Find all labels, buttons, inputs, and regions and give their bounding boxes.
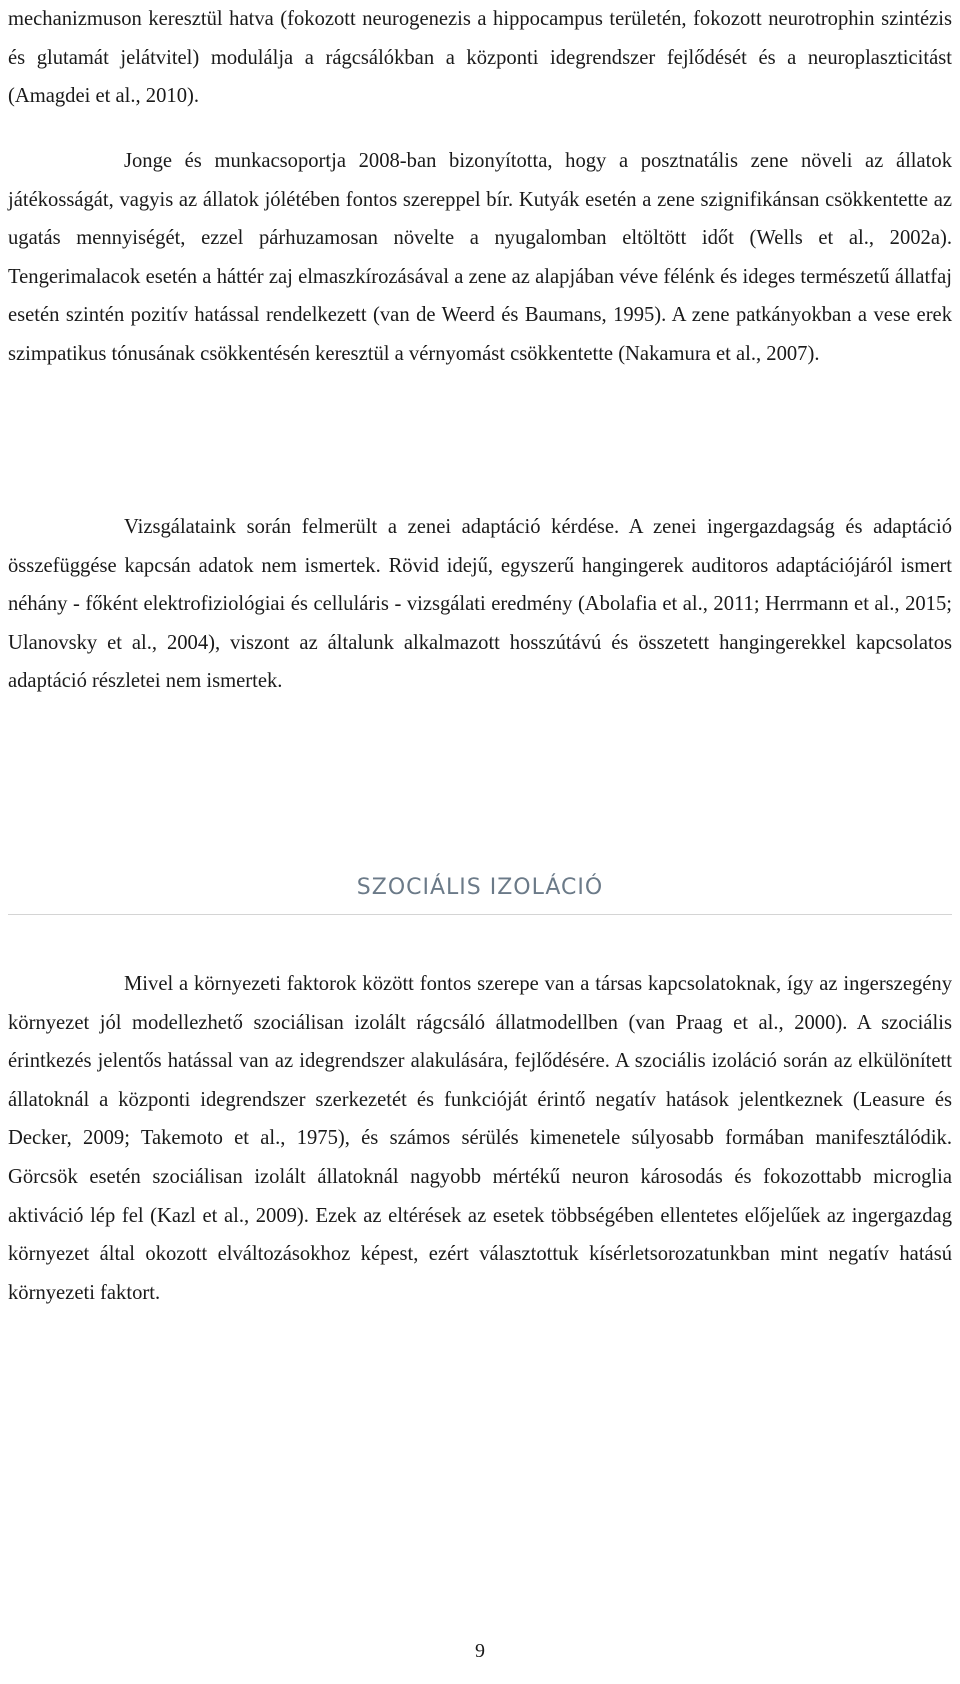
paragraph-continuation: mechanizmuson keresztül hatva (fokozott neurogenezis a hippocampus területén, fokozott neurotrophin szintézis és glutamát jelátvitel) modulálja a rágcsálókban a központi idegrendszer fejlődését és a neuroplaszticitást (Amagdei et al., 2010). bbox=[8, 8, 952, 108]
section-heading: SZOCIÁLIS IZOLÁCIÓ bbox=[8, 868, 952, 915]
page-number: 9 bbox=[475, 1640, 485, 1662]
paragraph-music-effects: Jonge és munkacsoportja 2008-ban bizonyította, hogy a posztnatális zene növeli az állatok játékosságát, vagyis az állatok jólétében fontos szereppel bír. Kutyák esetén a zene szignifikánsan csökkentette az ugatás mennyiségét, ezzel párhuzamosan növelte a nyugalomban eltöltött időt (Wells et al., 2002a). Tengerimalacok esetén a háttér zaj elmaszkírozásával a zene az alapjában véve félénk és ideges természetű állatfaj esetén szintén pozitív hatással rendelkezett (van de Weerd és Baumans, 1995). A zene patkányokban a vese erek szimpatikus tónusának csökkentésén keresztül a vérnyomást csökkentette (Nakamura et al., 2007). bbox=[8, 150, 952, 365]
paragraph-music-adaptation: Vizsgálataink során felmerült a zenei adaptáció kérdése. A zenei ingergazdagság és adaptáció összefüggése kapcsán adatok nem ismertek. Rövid idejű, egyszerű hangingerek auditoros adaptációjáról ismert néhány - főként elektrofiziológiai és celluláris - vizsgálati eredmény (Abolafia et al., 2011; Herrmann et al., 2015; Ulanovsky et al., 2004), viszont az általunk alkalmazott hosszútávú és összetett hangingerekkel kapcsolatos adaptáció részletei nem ismertek. bbox=[8, 516, 952, 693]
paragraph-social-isolation: Mivel a környezeti faktorok között fontos szerepe van a társas kapcsolatoknak, így az ingerszegény környezet jól modellezhető szociálisan izolált rágcsáló állatmodellben (van Praag et al., 2000). A szociális érintkezés jelentős hatással van az idegrendszer alakulására, fejlődésére. A szociális izoláció során az elkülönített állatoknál a központi idegrendszer szerkezetét és funkcióját érintő negatív hatások jelentkeznek (Leasure és Decker, 2009; Takemoto et al., 1975), és számos sérülés kimenetele súlyosabb formában manifesztálódik. Görcsök esetén szociálisan izolált állatoknál nagyobb mértékű neuron károsodás és fokozottabb microglia aktiváció lép fel (Kazl et al., 2009). Ezek az eltérések az esetek többségében ellentetes előjelűek az ingergazdag környezet által okozott elváltozásokhoz képest, ezért választottuk kísérletsorozatunkban mint negatív hatású környezeti faktort. bbox=[8, 973, 952, 1304]
